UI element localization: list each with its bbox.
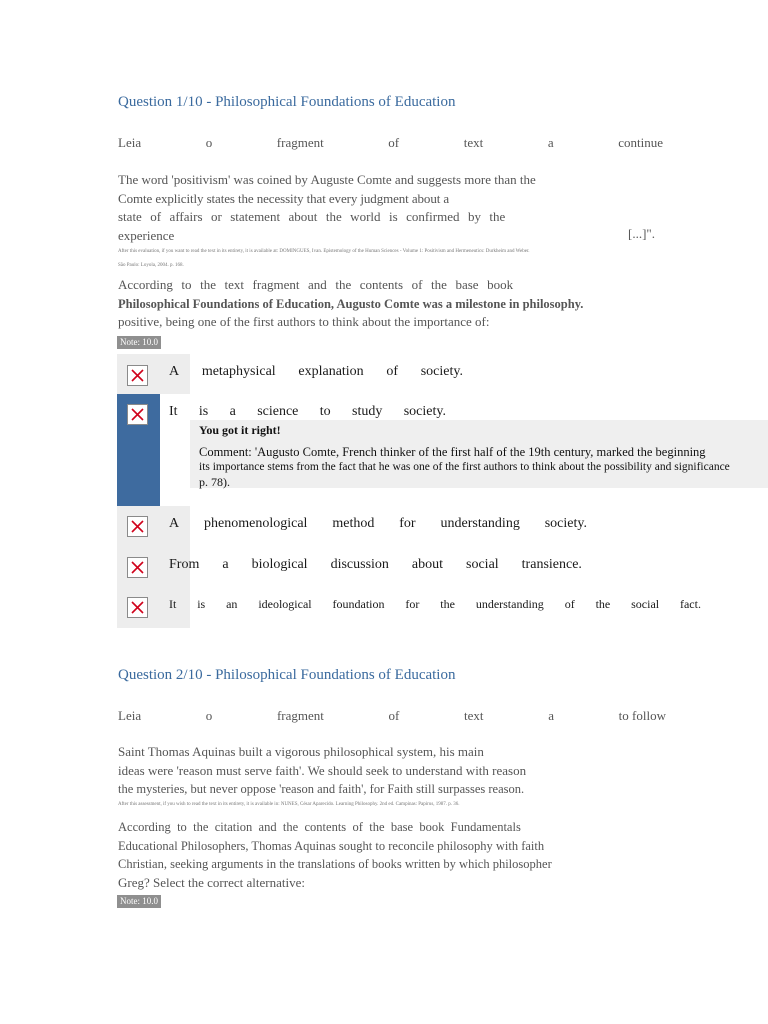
option-word: A xyxy=(169,364,180,379)
feedback-comment-line: Comment: 'Augusto Comte, French thinker of the first half of the 19th century, marked the beginning xyxy=(199,445,706,459)
question-line: Educational Philosophers, Thomas Aquinas sought to reconcile philosophy with faith xyxy=(118,838,545,853)
option-word: a xyxy=(222,557,229,572)
option-word: about xyxy=(411,557,444,572)
passage-line: The word 'positivism' was coined by Auguste Comte and suggests more than the xyxy=(118,172,536,187)
instruction-word: o xyxy=(205,135,213,150)
instruction-word: a xyxy=(547,135,554,150)
instruction-word: to follow xyxy=(618,708,666,723)
option-word: a xyxy=(229,404,236,419)
option-word: study xyxy=(352,404,383,419)
option-word: society. xyxy=(544,516,587,531)
option-word: method xyxy=(332,516,375,531)
option-word: biological xyxy=(251,557,308,572)
option-word: to xyxy=(319,404,331,419)
feedback-heading: You got it right! xyxy=(199,423,281,437)
x-mark-icon[interactable] xyxy=(127,557,148,578)
instruction-word: Leia xyxy=(118,135,142,150)
q1-question-text xyxy=(118,276,583,332)
q2-question-text xyxy=(118,818,552,892)
option-c[interactable] xyxy=(169,516,587,532)
question-line: According to the citation and the contents of the base book Fundamentals xyxy=(118,820,521,834)
option-word: transience. xyxy=(521,557,582,572)
x-mark-icon[interactable] xyxy=(127,516,148,537)
option-word: fact. xyxy=(679,597,701,611)
instruction-word: fragment xyxy=(276,708,324,723)
option-word: explanation xyxy=(298,364,364,379)
option-word: society. xyxy=(420,364,463,379)
x-mark-icon[interactable] xyxy=(127,597,148,618)
x-mark-icon[interactable] xyxy=(127,404,148,425)
q1-note-badge: Note: 10.0 xyxy=(117,336,161,349)
option-e[interactable] xyxy=(169,597,701,612)
instruction-word: o xyxy=(205,708,213,723)
option-word: social xyxy=(631,597,660,611)
option-word: phenomenological xyxy=(204,516,308,531)
option-word: science xyxy=(257,404,299,419)
instruction-word: of xyxy=(388,135,400,150)
option-word: of xyxy=(386,364,399,379)
instruction-word: text xyxy=(464,708,484,723)
question-line: Greg? Select the correct alternative: xyxy=(118,874,305,890)
instruction-word: text xyxy=(463,135,484,150)
q2-instruction xyxy=(118,708,666,724)
option-word: is xyxy=(198,404,209,419)
question-line: Christian, seeking arguments in the translations of books written by which philosopher xyxy=(118,857,552,871)
passage-line: state of affairs or statement about the world is confirmed by the xyxy=(118,209,506,224)
option-word: for xyxy=(405,597,420,611)
option-word: ideological xyxy=(258,597,312,611)
instruction-word: continue xyxy=(618,135,663,150)
instruction-word: of xyxy=(388,708,400,723)
passage-line: Comte explicitly states the necessity that every judgment about a xyxy=(118,190,450,206)
option-word: metaphysical xyxy=(201,364,276,379)
passage-ellipsis: [...]". xyxy=(628,226,655,241)
question-line: positive, being one of the first authors to think about the importance of: xyxy=(118,314,490,329)
q2-note-badge: Note: 10.0 xyxy=(117,895,161,908)
q1-citation-line2: São Paulo: Loyola, 2004. p. 168. xyxy=(118,263,184,268)
q1-instruction xyxy=(118,135,663,151)
q2-passage xyxy=(118,743,526,799)
passage-line: Saint Thomas Aquinas built a vigorous philosophical system, his main xyxy=(118,744,484,759)
option-a[interactable] xyxy=(169,364,463,380)
option-b-selected[interactable] xyxy=(169,404,446,420)
answer-feedback xyxy=(190,420,768,488)
feedback-comment-line: p. 78). xyxy=(199,475,230,489)
q2-citation: After this assessment, if you wish to read the text in its entirety, it is available in: NUNES, César Aparecido. Learning Philosophy. 2nd ed. Campinas: Papirus, 1987. p. 36. xyxy=(118,802,460,807)
option-word: It xyxy=(169,597,177,611)
option-word: understanding xyxy=(440,516,520,531)
option-word: the xyxy=(440,597,455,611)
instruction-word: Leia xyxy=(118,708,142,723)
option-word: is xyxy=(197,597,206,611)
question-1-title: Question 1/10 - Philosophical Foundations of Education xyxy=(118,94,456,110)
passage-line: the mysteries, but never oppose 'reason and faith', for Faith still surpasses reason. xyxy=(118,782,525,796)
feedback-comment-line: its importance stems from the fact that he was one of the first authors to think about the possibility and significance xyxy=(199,461,730,473)
q1-passage xyxy=(118,171,536,245)
option-word: society. xyxy=(403,404,446,419)
option-d[interactable] xyxy=(169,557,582,573)
option-word: understanding xyxy=(475,597,544,611)
option-word: of xyxy=(564,597,575,611)
option-word: the xyxy=(595,597,611,611)
passage-line: ideas were 'reason must serve faith'. We should seek to understand with reason xyxy=(118,762,527,778)
question-2-title: Question 2/10 - Philosophical Foundations of Education xyxy=(118,667,456,683)
x-mark-icon[interactable] xyxy=(127,365,148,386)
passage-line: experience xyxy=(118,227,175,243)
option-word: for xyxy=(399,516,416,531)
option-word: It xyxy=(169,404,178,419)
question-line-bold: Philosophical Foundations of Education, Augusto Comte was a milestone in philosophy. xyxy=(118,296,584,311)
option-word: discussion xyxy=(330,557,389,572)
question-line: According to the text fragment and the contents of the base book xyxy=(118,277,514,292)
option-word: foundation xyxy=(332,597,385,611)
option-word: A xyxy=(169,516,180,531)
option-word: From xyxy=(169,557,200,572)
option-word: an xyxy=(226,597,238,611)
option-word: social xyxy=(466,557,499,572)
instruction-word: fragment xyxy=(276,135,324,150)
instruction-word: a xyxy=(548,708,554,723)
q1-citation-line1: After this evaluation, if you want to read the text in its entirety, it is available at: DOMINGUES, Ivan. Epistemology of the Human Sciences - Volume 1: Positivism and Hermeneutics: Durkheim and Weber. xyxy=(118,249,530,254)
